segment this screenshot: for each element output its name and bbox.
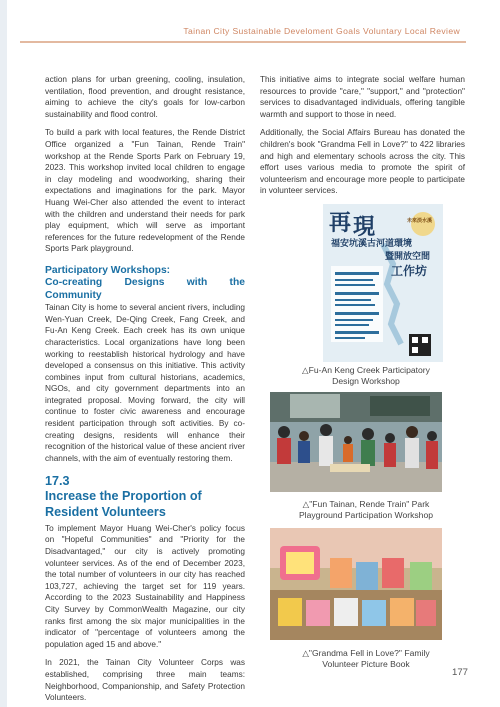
poster-badge: 未來淡水溪 xyxy=(407,218,433,224)
figure-caption xyxy=(270,648,462,670)
caption-line: △"Fun Tainan, Rende Train" Park xyxy=(302,499,430,509)
workshop-poster-image xyxy=(323,204,443,362)
paragraph: action plans for urban greening, cooling, insulation, ventilation, flood prevention, and drought resistance, aiming to achieve the city's goals for low-carbon sustainability and flood control. xyxy=(45,75,245,119)
paragraph: To build a park with local features, the Rende District Office organized a "Fun Tainan, Rende Train" workshop at the Rende Sports Park on February 19, 2023. This workshop invited local children to engage in clay modeling and woodworking, sharing their expectations and imaginations for the park. Mayor Huang Wei-Cher also attended the event to interact with the children and understand their needs for park play equipment, which will serve as important references for the future redevelopment of the Rende Sports Park playground. xyxy=(45,128,245,254)
poster-big-character: 再 xyxy=(329,210,352,236)
page-number: 177 xyxy=(452,667,469,678)
caption-line: Playground Participation Workshop xyxy=(298,510,434,520)
paragraph: In 2021, the Tainan City Volunteer Corps was established, comprising three main teams: Neighborhood, Companionship, and Safety Protection Volunteers. xyxy=(45,658,245,703)
poster-subtitle: 暨開放空間 xyxy=(385,251,431,261)
subheading-line: Co-creating Designs with the Community xyxy=(45,277,245,301)
poster-title: 福安坑溪古河道環境 xyxy=(331,238,413,248)
section-title-line: Increase the Proportion of xyxy=(45,489,202,504)
section-title xyxy=(45,489,245,519)
caption-line: Design Workshop xyxy=(332,376,400,386)
picture-book-photo xyxy=(270,528,442,640)
subheading-line: Participatory Workshops: xyxy=(45,264,171,276)
header-rule xyxy=(20,41,466,43)
running-header: Tainan City Sustainable Develoment Goals Voluntary Local Review xyxy=(183,26,460,36)
paragraph: This initiative aims to integrate social welfare human resources to provide "care," "support," and "protection" services to disadvantaged individuals, offering tangible warmth and support to those in need. xyxy=(260,75,465,119)
section-title-line: Resident Volunteers xyxy=(45,504,166,519)
caption-line: Volunteer Picture Book xyxy=(322,659,410,669)
photo-graphic xyxy=(270,528,442,640)
subheading xyxy=(45,265,245,302)
figure-caption xyxy=(270,365,462,387)
photo-graphic xyxy=(270,392,442,492)
paragraph: To implement Mayor Huang Wei-Cher's policy focus on "Hopeful Communities" and "Priority for the Disadvantaged," our city is actively promoting volunteer services. As of the end of December 2023, the total number of volunteers in our city has reached 103,727, achieving the target set for 119 years. According to the 2023 Sustainability and Happiness City Survey by CommonWealth Magazine, our city ranks first among the six major municipalities in the indicator of "percentage of volunteers among the population aged 15 and above." xyxy=(45,523,245,649)
section-number: 17.3 xyxy=(45,474,70,489)
playground-workshop-photo xyxy=(270,392,442,492)
figure-caption xyxy=(270,499,462,521)
poster-word: 工作坊 xyxy=(391,264,428,278)
left-column xyxy=(45,74,245,707)
paragraph: Additionally, the Social Affairs Bureau has donated the children's book "Grandma Fell in Love?" to 422 libraries and high and elementary schools across the city. This effort uses various media to promote the spirit of volunteerism and encourage more people to participate in volunteer services. xyxy=(260,128,465,196)
right-column xyxy=(260,74,465,204)
caption-line: △Fu-An Keng Creek Participatory xyxy=(302,365,430,375)
paragraph: Tainan City is home to several ancient rivers, including Wen-Yuan Creek, De-Qing Creek, Fang Creek, and Fu-An Keng Creek. Each creek has its own unique characteristics. Local organizations have long been working to reestablish historical hydrology and have developed a consensus on this initiative. This activity combines input from cultural historians, academics, NGOs, and city government departments into an integrated proposal. Moving forward, the city will continue to foster civic awareness and encourage resident participation through soft activities. By co-creating designs, residents will enhance their recognition of the historical value of these ancient river channels, with the aim of eventually restoring them. xyxy=(45,303,245,463)
caption-line: △"Grandma Fell in Love?" Family xyxy=(302,648,430,658)
poster-big-character: 現 xyxy=(353,214,376,240)
page-margin-band xyxy=(0,0,7,707)
